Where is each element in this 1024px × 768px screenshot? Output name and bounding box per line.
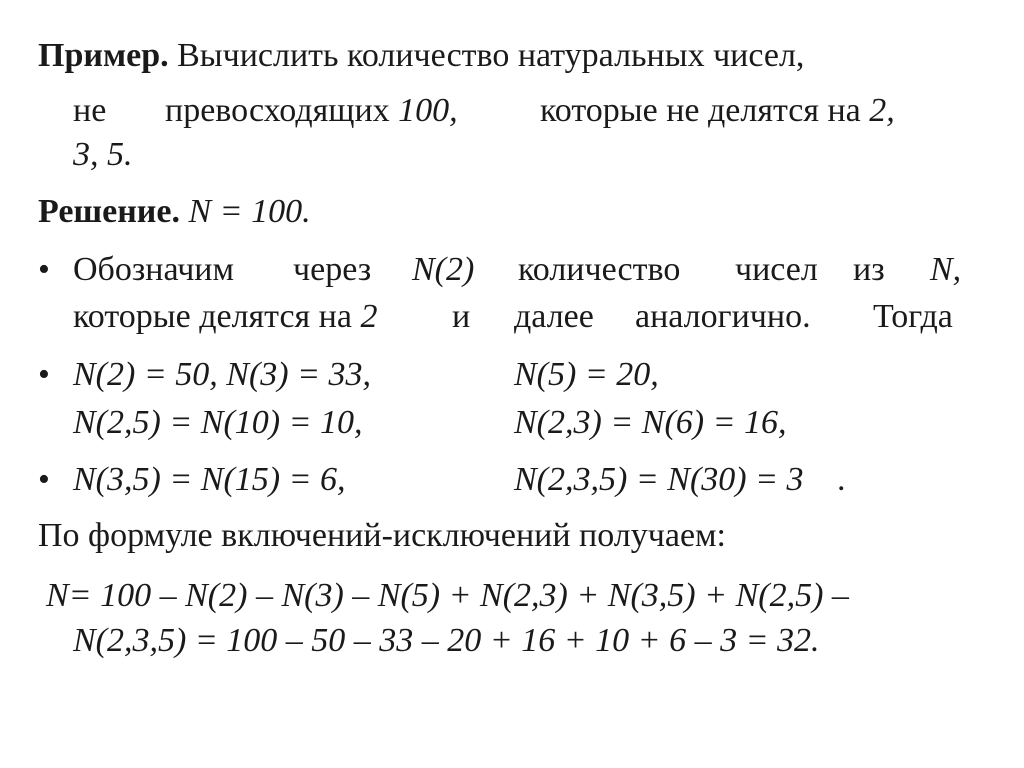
bullet-icon: • [38,461,50,498]
para1-word: Тогда [873,298,953,335]
bullet-icon: • [38,251,50,288]
para1-number: 2 [360,298,378,335]
period: . [837,461,846,498]
solution-value: N = 100. [188,193,311,230]
example-word: не [73,92,107,129]
para1-word: и [452,298,471,335]
para1-symbol: N, [930,251,962,288]
example-line-2b [165,91,458,131]
value-n35: N(3,5) = N(15) = 6, [73,461,346,498]
bullet-icon: • [38,356,50,393]
value-n25: N(2,5) = N(10) = 10, [73,404,363,441]
para1-word: чисел [735,251,818,288]
example-line-1 [38,36,804,76]
formula-intro: По формуле включений-исключений получаем: [38,517,727,554]
example-label: Пример. [38,37,169,74]
example-word: которые не делятся на [540,92,861,129]
example-line-2c [540,91,895,131]
value-n235: N(2,3,5) = N(30) = 3 [514,461,804,498]
para1-word: из [853,251,885,288]
example-number: 100, [398,92,458,129]
example-text-1: Вычислить количество натуральных чисел, [177,37,805,74]
formula-line-2: N(2,3,5) = 100 – 50 – 33 – 20 + 16 + 10 + 6 – 3 = 32. [73,622,820,659]
value-n2-n3: N(2) = 50, N(3) = 33, [73,356,372,393]
example-line-3: 3, 5. [73,136,133,173]
para1-word: Обозначим [73,251,235,288]
solution-line [38,192,311,232]
para1-word: через [293,251,372,288]
formula-line-1: N= 100 – N(2) – N(3) – N(5) + N(2,3) + N(3,5) + N(2,5) – [46,577,849,614]
value-n23: N(2,3) = N(6) = 16, [514,404,787,441]
example-word: превосходящих [165,92,390,129]
para1-line-2 [73,297,377,337]
example-number: 2, [869,92,895,129]
value-n5: N(5) = 20, [514,356,659,393]
solution-label: Решение. [38,193,180,230]
para1-word: количество [518,251,681,288]
example-line-2 [73,91,106,131]
para1-word: аналогично. [635,298,811,335]
para1-word: которые делятся на [73,298,352,335]
para1-word: далее [514,298,594,335]
para1-symbol: N(2) [412,251,475,288]
